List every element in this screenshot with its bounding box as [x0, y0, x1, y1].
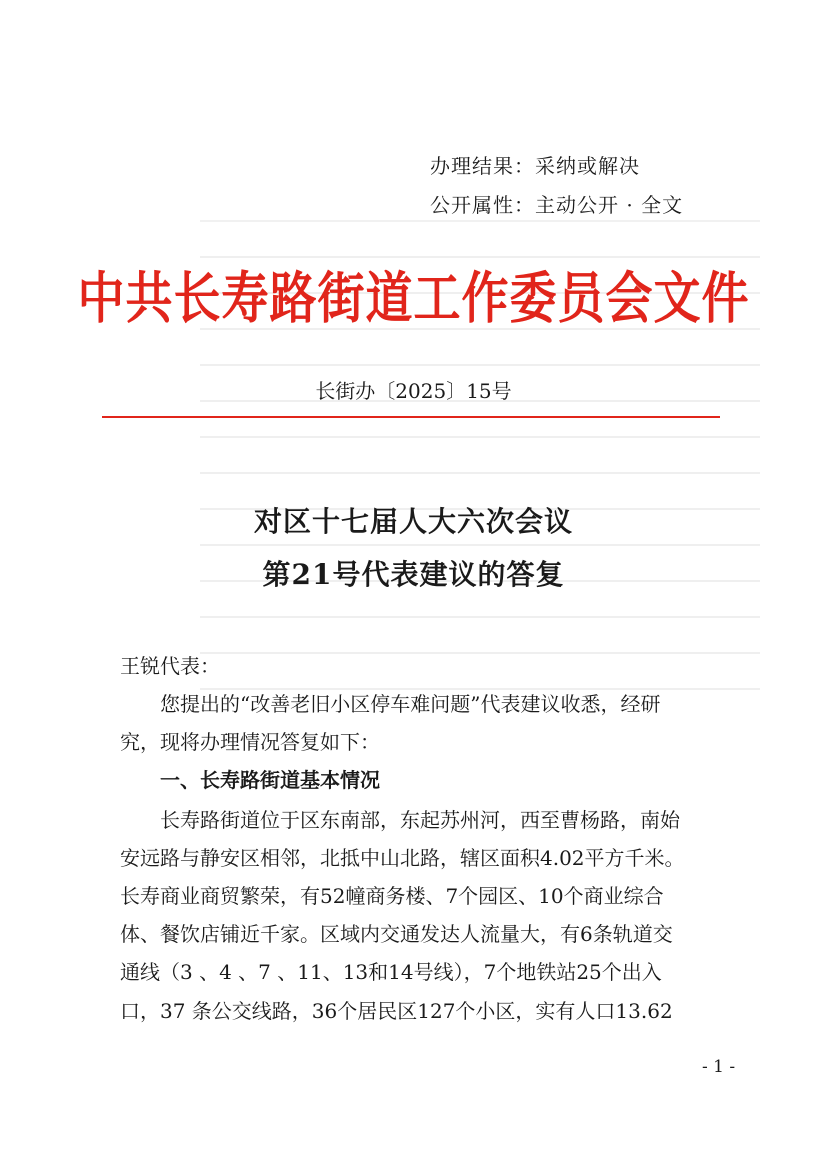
- intro-line-2: 究，现将办理情况答复如下：: [120, 730, 380, 754]
- section-1-heading: 一、长寿路街道基本情况: [160, 768, 380, 792]
- paragraph-1-line-4: 体、餐饮店铺近千家。区域内交通发达人流量大，有6条轨道交: [120, 922, 673, 946]
- paragraph-1-line-5: 通线（3 、4 、7 、11、13和14号线），7个地铁站25个出入: [120, 960, 662, 984]
- salutation: 王锐代表：: [120, 654, 220, 678]
- handling-result: 办理结果：采纳或解决: [430, 154, 640, 178]
- document-title-line-1: 对区十七届人大六次会议: [253, 505, 573, 538]
- document-title-line-2: 第21号代表建议的答复: [262, 558, 565, 591]
- issuing-organization-title: 中共长寿路街道工作委员会文件: [77, 266, 750, 332]
- page-number: - 1 -: [702, 1057, 736, 1077]
- disclosure-attribute: 公开属性：主动公开 · 全文: [430, 193, 684, 217]
- red-separator-line: [102, 416, 720, 418]
- paragraph-1-line-6: 口，37 条公交线路，36个居民区127个小区，实有人口13.62: [120, 999, 673, 1023]
- intro-line-1: 您提出的“改善老旧小区停车难问题”代表建议收悉，经研: [160, 692, 661, 716]
- paragraph-1-line-3: 长寿商业商贸繁荣，有52幢商务楼、7个园区、10个商业综合: [120, 884, 664, 908]
- paragraph-1-line-2: 安远路与静安区相邻，北抵中山北路，辖区面积4.02平方千米。: [120, 846, 685, 870]
- paragraph-1-line-1: 长寿路街道位于区东南部，东起苏州河，西至曹杨路，南始: [160, 808, 680, 832]
- document-number: 长街办〔2025〕15号: [315, 379, 512, 403]
